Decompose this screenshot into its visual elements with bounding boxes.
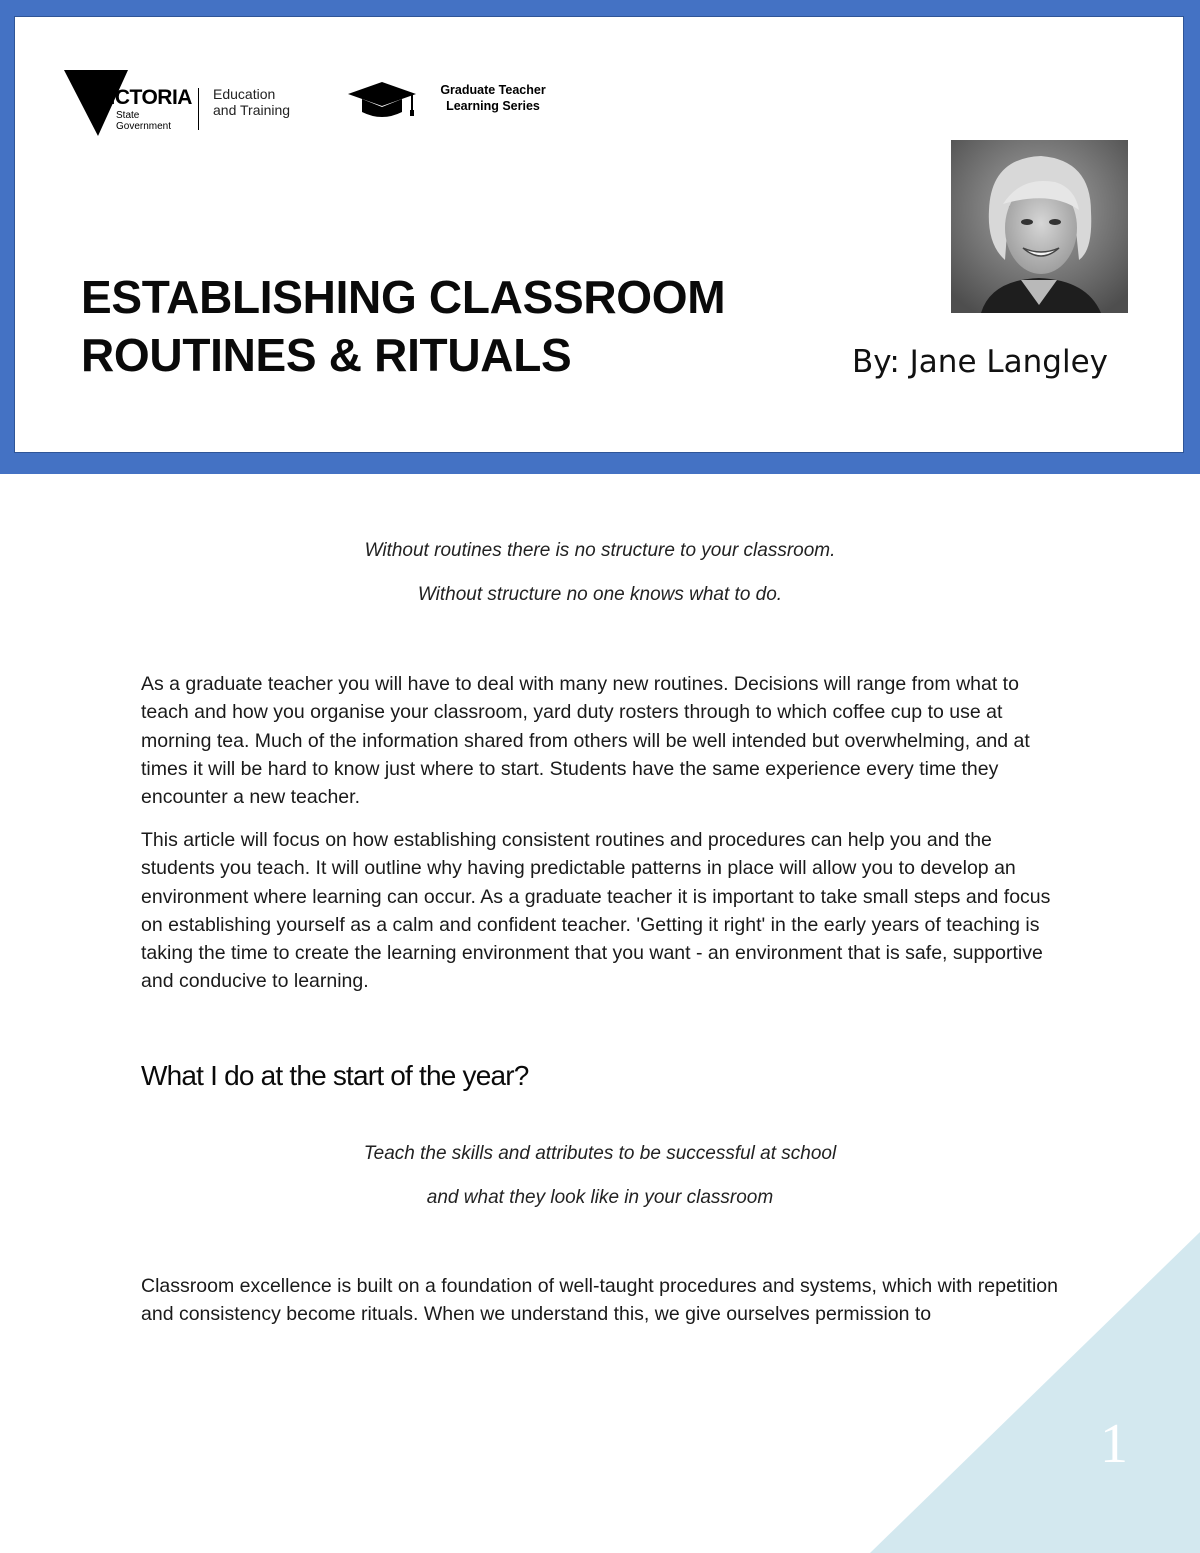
section-quote-line-1: Teach the skills and attributes to be successful at school [363, 1143, 837, 1164]
logo-subtitle: State Government [116, 110, 172, 132]
section-quote-line-2: and what they look like in your classroom [426, 1187, 774, 1208]
intro-quote-line-1: Without routines there is no structure to your classroom. [364, 540, 836, 561]
learning-series-label: Graduate Teacher Learning Series [440, 83, 546, 113]
body-paragraph: As a graduate teacher you will have to deal with many new routines. Decisions will range from what to teach and how you organise your classroom, yard duty rosters through to which coffee cup to use at morning tea. Much of the information shared from others will be well intended but overwhelming, and at times it will be hard to know just where to start. Students have the same experience every time they encounter a new teacher. [141, 673, 1030, 809]
intro-quote-line-2: Without structure no one knows what to do. [417, 584, 783, 605]
logo-wordmark: VICTORIA [96, 86, 192, 109]
author-byline: By: Jane Langley [852, 344, 1108, 380]
section-heading: What I do at the start of the year? [141, 1060, 529, 1091]
body-paragraph: This article will focus on how establishing consistent routines and procedures can help you and the students you teach. It will outline why having predictable patterns in place will allow you to develop an environment where learning can occur. As a graduate teacher it is important to take small steps and focus on establishing yourself as a calm and confident teacher. 'Getting it right' in the early years of teaching is taking the time to create the learning environment that you want - an environment that is safe, supportive and conducive to learning. [141, 829, 1051, 993]
corner-triangle [870, 1232, 1200, 1553]
document-title: ESTABLISHING CLASSROOM ROUTINES & RITUALS [81, 271, 726, 381]
body-paragraph: Classroom excellence is built on a foundation of well-taught procedures and systems, which with repetition and consistency become rituals. When we understand this, we give ourselves permission to [141, 1275, 1058, 1326]
department-name: Education and Training [213, 86, 291, 118]
page-number: 1 [1100, 1413, 1128, 1475]
